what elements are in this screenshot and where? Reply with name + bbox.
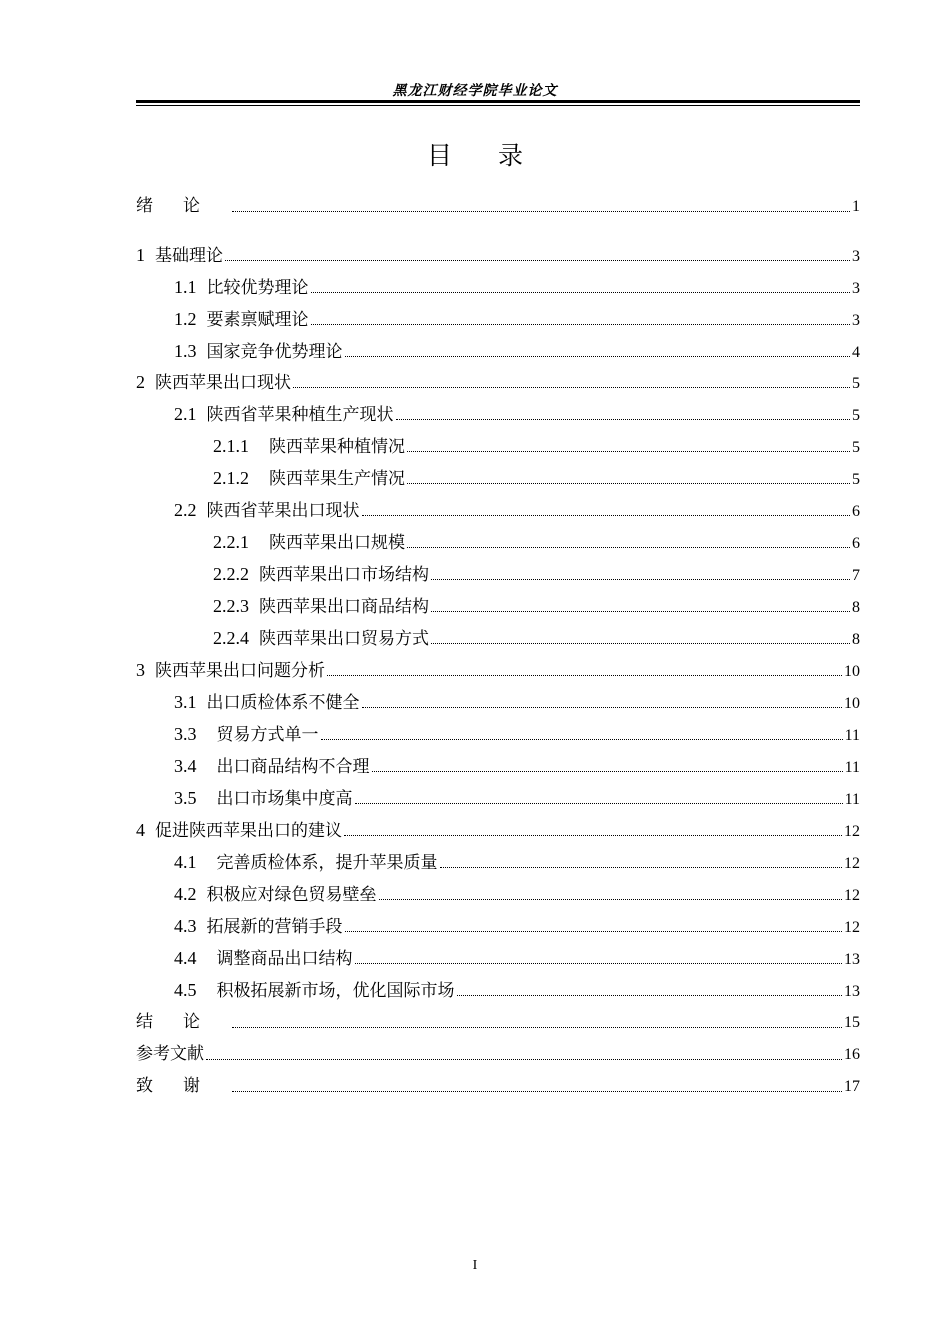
toc-entry-page: 3: [852, 248, 860, 265]
toc-entry-page: 11: [844, 759, 860, 776]
toc-entry-number: 2.1.2: [213, 468, 249, 488]
toc-entry-page: 12: [844, 919, 860, 936]
toc-entry-page: 3: [852, 312, 860, 329]
toc-entry[interactable]: [136, 1074, 860, 1098]
toc-leader-dots: [232, 1026, 842, 1028]
toc-entry-page: 6: [852, 503, 860, 520]
toc-entry[interactable]: [174, 754, 860, 778]
toc-entry[interactable]: [213, 466, 860, 490]
toc-entry-page: 13: [844, 951, 860, 968]
header-rule-thin: [136, 105, 860, 106]
toc-leader-dots: [345, 355, 851, 357]
toc-leader-dots: [431, 610, 850, 612]
toc-entry-text: 陕西省苹果出口现状: [206, 501, 360, 521]
toc-entry[interactable]: [174, 339, 860, 363]
toc-entry-text: 国家竞争优势理论: [206, 342, 343, 362]
toc-entry-text: 陕西苹果出口商品结构: [259, 597, 429, 617]
toc-leader-dots: [355, 802, 843, 804]
toc-entry-text: 陕西苹果种植情况: [269, 437, 405, 457]
toc-entry-number: 4.2: [174, 884, 197, 904]
toc-entry[interactable]: [213, 626, 860, 650]
toc-leader-dots: [345, 930, 843, 932]
toc-leader-dots: [362, 706, 843, 708]
toc-entry-text: 参考文献: [136, 1044, 204, 1064]
toc-entry-page: 13: [844, 983, 860, 1000]
toc-entry-text: 积极应对绿色贸易壁垒: [206, 885, 377, 905]
toc-entry[interactable]: [174, 914, 860, 938]
toc-entry-page: 10: [844, 663, 860, 680]
toc-leader-dots: [440, 866, 843, 868]
toc-entry-text: 贸易方式单一: [216, 725, 319, 745]
toc-entry[interactable]: [213, 562, 860, 586]
toc-entry-page: 5: [852, 407, 860, 424]
toc-entry-page: 8: [852, 631, 860, 648]
toc-entry-text: 比较优势理论: [206, 278, 309, 298]
toc-entry-number: 3: [136, 660, 145, 680]
toc-entry[interactable]: [174, 402, 860, 426]
toc-leader-dots: [407, 450, 850, 452]
toc-entry[interactable]: [174, 307, 860, 331]
toc-entry-number: 4.3: [174, 916, 197, 936]
toc-entry-page: 17: [844, 1078, 860, 1095]
toc-entry-text: 陕西苹果出口贸易方式: [259, 629, 429, 649]
toc-entry[interactable]: [136, 658, 860, 682]
toc-entry-number: 4.5: [174, 980, 197, 1000]
toc-entry[interactable]: [174, 946, 860, 970]
toc-entry-number: 2.2.3: [213, 596, 249, 616]
toc-entry-number: 4.1: [174, 852, 197, 872]
toc-entry-page: 12: [844, 823, 860, 840]
toc-entry-text: 完善质检体系，提升苹果质量: [216, 853, 438, 873]
toc-entry-text: 陕西苹果出口现状: [155, 373, 291, 393]
page-number: I: [472, 1258, 478, 1273]
toc-entry-number: 2.2.2: [213, 564, 249, 584]
toc-entry-text: 要素禀赋理论: [206, 310, 309, 330]
toc-leader-dots: [457, 994, 843, 996]
toc-leader-dots: [355, 962, 843, 964]
running-header: 黑龙江财经学院毕业论文: [392, 83, 558, 99]
toc-entry-page: 12: [844, 887, 860, 904]
toc-leader-dots: [321, 738, 843, 740]
toc-entry-number: 1.1: [174, 277, 197, 297]
toc-entry-page: 12: [844, 855, 860, 872]
toc-leader-dots: [311, 291, 851, 293]
toc-entry-text: 陕西省苹果种植生产现状: [206, 405, 394, 425]
toc-entry-page: 7: [852, 567, 860, 584]
toc-leader-dots: [344, 834, 842, 836]
toc-entry-text: 陕西苹果生产情况: [269, 469, 405, 489]
toc-entry-text: 出口商品结构不合理: [216, 757, 370, 777]
toc-title-char-2: 录: [497, 141, 523, 170]
toc-leader-dots: [206, 1058, 842, 1060]
toc-entry-text: 拓展新的营销手段: [206, 917, 343, 937]
toc-leader-dots: [293, 386, 850, 388]
toc-entry[interactable]: [174, 786, 860, 810]
toc-entry[interactable]: [136, 194, 860, 218]
toc-entry-page: 5: [852, 439, 860, 456]
toc-entry[interactable]: [136, 1042, 860, 1066]
toc-title: [0, 136, 950, 172]
toc-entry[interactable]: [174, 978, 860, 1002]
toc-entry-number: 4.4: [174, 948, 197, 968]
toc-entry-page: 10: [844, 695, 860, 712]
toc-entry-text: 绪论: [136, 196, 230, 216]
toc-leader-dots: [311, 323, 851, 325]
toc-leader-dots: [327, 674, 842, 676]
toc-entry[interactable]: [174, 498, 860, 522]
toc-entry[interactable]: [174, 850, 860, 874]
toc-entry-text: 陕西苹果出口市场结构: [259, 565, 429, 585]
toc-entry-page: 5: [852, 375, 860, 392]
toc-entry-number: 2.1: [174, 404, 197, 424]
toc-entry-number: 3.1: [174, 692, 197, 712]
toc-entry-text: 出口市场集中度高: [216, 789, 353, 809]
toc-entry-text: 结论: [136, 1012, 230, 1032]
toc-leader-dots: [407, 546, 850, 548]
toc-entry-number: 1.2: [174, 309, 197, 329]
toc-entry-text: 陕西苹果出口问题分析: [155, 661, 325, 681]
toc-entry[interactable]: [174, 690, 860, 714]
toc-leader-dots: [225, 259, 850, 261]
toc-entry[interactable]: [174, 722, 860, 746]
toc-entry-page: 4: [852, 344, 860, 361]
toc-entry[interactable]: [136, 243, 860, 267]
toc-entry[interactable]: [136, 1010, 860, 1034]
toc-entry-text: 调整商品出口结构: [216, 949, 353, 969]
toc-entry-text: 促进陕西苹果出口的建议: [155, 821, 342, 841]
toc-entry-text: 陕西苹果出口规模: [269, 533, 405, 553]
toc-entry-text: 积极拓展新市场，优化国际市场: [216, 981, 455, 1001]
toc-entry-number: 2.2.4: [213, 628, 249, 648]
toc-entry[interactable]: [213, 594, 860, 618]
toc-entry-page: 3: [852, 280, 860, 297]
toc-entry-number: 4: [136, 820, 145, 840]
toc-entry[interactable]: [213, 434, 860, 458]
toc-entry-number: 3.3: [174, 724, 197, 744]
toc-leader-dots: [431, 642, 850, 644]
toc-entry-text: 基础理论: [155, 246, 223, 266]
toc-entry-page: 16: [844, 1046, 860, 1063]
toc-leader-dots: [362, 514, 851, 516]
toc-leader-dots: [431, 578, 850, 580]
toc-leader-dots: [379, 898, 843, 900]
toc-entry-page: 1: [852, 198, 860, 215]
toc-title-char-1: 目: [427, 141, 453, 170]
toc-leader-dots: [396, 418, 851, 420]
toc-entry-page: 11: [844, 727, 860, 744]
toc-leader-dots: [407, 482, 850, 484]
toc-entry-number: 1.3: [174, 341, 197, 361]
toc-entry-page: 5: [852, 471, 860, 488]
toc-entry-number: 2.1.1: [213, 436, 249, 456]
toc-leader-dots: [232, 1090, 842, 1092]
toc-leader-dots: [232, 210, 850, 212]
toc-entry-number: 2: [136, 372, 145, 392]
toc-entry-page: 8: [852, 599, 860, 616]
toc-entry-number: 3.5: [174, 788, 197, 808]
toc-leader-dots: [372, 770, 843, 772]
toc-entry-text: 出口质检体系不健全: [206, 693, 360, 713]
toc-entry-page: 15: [844, 1014, 860, 1031]
toc-entry[interactable]: [136, 370, 860, 394]
toc-entry[interactable]: [174, 882, 860, 906]
toc-entry-page: 6: [852, 535, 860, 552]
toc-entry[interactable]: [136, 818, 860, 842]
toc-entry-number: 2.2.1: [213, 532, 249, 552]
toc-entry-number: 2.2: [174, 500, 197, 520]
toc-entry-number: 3.4: [174, 756, 197, 776]
toc-entry-number: 1: [136, 245, 145, 265]
toc-entry-text: 致谢: [136, 1076, 230, 1096]
header-rule-thick: [136, 100, 860, 103]
toc-entry[interactable]: [213, 530, 860, 554]
toc-entry-page: 11: [844, 791, 860, 808]
toc-entry[interactable]: [174, 275, 860, 299]
